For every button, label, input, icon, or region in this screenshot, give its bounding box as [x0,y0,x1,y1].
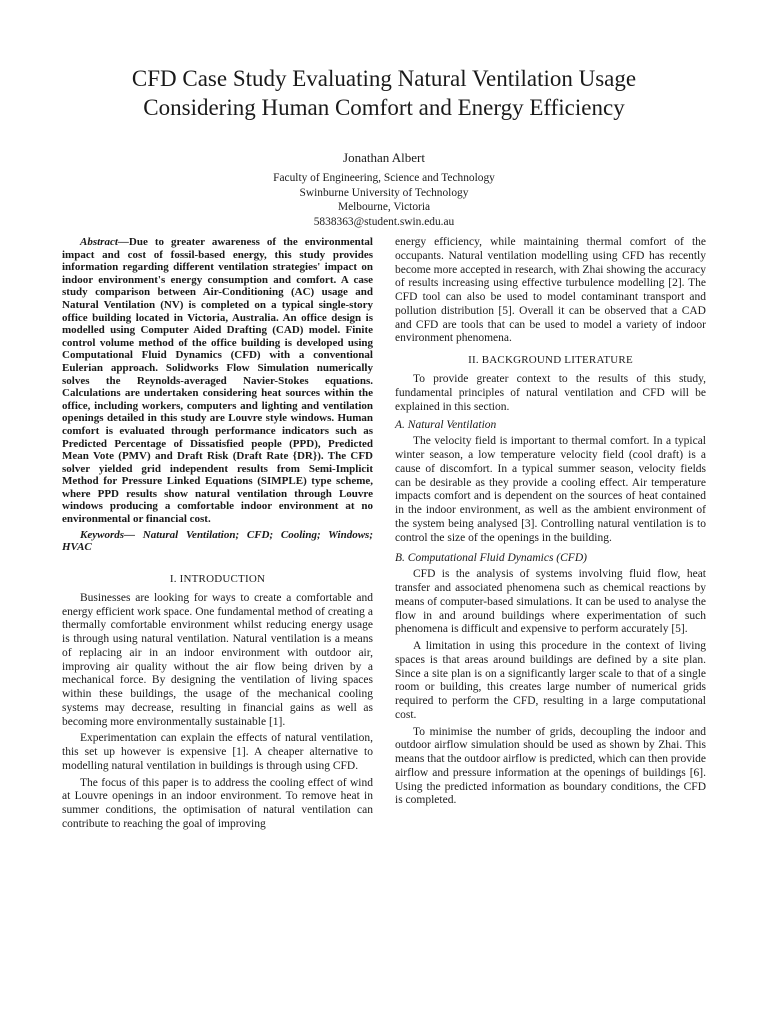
keywords-text: Natural Ventilation; CFD; Cooling; Windows; HVAC [62,528,373,554]
keywords-label: Keywords— [80,528,135,541]
intro-paragraph-continued: energy efficiency, while maintaining thermal comfort of the occupants. Natural ventilation modelling using CFD has recently become more accepted in research, with Zhai showing the accuracy of results increasing using effective turbulence modelling [2]. The CFD tool can also be used to model contaminant transport and pollution distribution [5]. Overall it can be observed that a CAD and CFD are tools that can be used to model a variety of indoor environment phenomena. [395,236,706,345]
right-column [395,236,706,811]
affiliation-location: Melbourne, Victoria [337,201,431,214]
author-block [200,150,568,229]
intro-paragraph: Experimentation can explain the effects of natural ventilation, this set up however is expensive [1]. A cheaper alternative to modelling natural ventilation in buildings is through using CFD. [62,732,373,772]
subsection-heading-cfd: B. Computational Fluid Dynamics (CFD) [395,552,587,565]
author-email: 5838363@student.swin.edu.au [313,215,455,228]
title-line-2: Considering Human Comfort and Energy Efficiency [143,95,625,120]
intro-paragraph: Businesses are looking for ways to create a comfortable and energy efficient work space. One fundamental method of creating a thermally comfortable environment whilst reducing energy usage is through using natural ventilation. Natural ventilation is a means of replacing air in an indoor environment with outdoor air, improving air quality without the air flow being driven by a mechanical force. By designing the ventilation of living spaces within these buildings, the usage of the mechanical cooling systems may decrease, resulting in financial gains as well as becoming more environmentally sustainable [1]. [62,591,373,728]
abstract-label: Abstract— [80,236,129,248]
author-affiliation [200,171,568,229]
paper-title [40,64,728,122]
section-heading-background: II. BACKGROUND LITERATURE [468,354,633,366]
intro-paragraph: The focus of this paper is to address the cooling effect of wind at Louvre openings in an indoor environment. To remove heat in summer conditions, the optimisation of natural ventilation can contribute to reaching the goal of improving [62,776,373,830]
left-column [62,236,373,835]
natural-ventilation-paragraph: The velocity field is important to thermal comfort. In a typical winter season, a low temperature velocity field (cool draft) is a cause of discomfort. In a typical summer season, velocity fields can be desirable as they provide a cooling effect. Air temperature impacts comfort and is dependent on the sources of heat contained in the indoor environment, as well as the ambient environment of the system being analysed [3]. Controlling natural ventilation is to control the size of the openings in the building. [395,435,706,544]
cfd-paragraph: A limitation in using this procedure in the context of living spaces is that areas around buildings are defined by a site plan. Since a site plan is on a significantly larger scale to that of a single room or building, this creates large number of numerical grids required to perform the CFD, resulting in a large computational cost. [395,640,706,721]
abstract [62,236,373,526]
affiliation-faculty: Faculty of Engineering, Science and Technology [273,172,495,184]
background-intro-paragraph: To provide greater context to the results of this study, fundamental principles of natural ventilation and CFD will be explained in this section. [395,373,706,413]
abstract-text: Due to greater awareness of the environmental impact and cost of fossil-based energy, this study provides information regarding different ventilation strategies' impact on indoor environment's energy consumption and comfort. A case study comparison between Air-Conditioning (AC) usage and Natural Ventilation (NV) is completed on a typical single-story office building located in Victoria, Australia. An office design is modelled using Computer Aided Drafting (CAD) model. Finite control volume method of the office building is developed using Computational Fluid Dynamics (CFD) with a conventional Eulerian approach. Solidworks Flow Simulation numerically solves the Reynolds-averaged Navier-Stokes equations. Calculations are undertaken considering heat sources within the office, including workers, computers and lighting and ventilation openings detailed in this study are Louvre style windows. Human comfort is evaluated through performance indicators such as Predicted Percentage of Dissatisfied people (PPD), Predicted Mean Vote (PMV) and Draft Risk (Draft Rate {DR}). The CFD solver yielded grid independent results from Semi-Implicit Method for Pressure Linked Equations (SIMPLE) type scheme, where PPD results show natural ventilation through Louvre windows producing a comfortable indoor environment at no environmental or financial cost. [62,236,373,526]
author-name: Jonathan Albert [343,150,425,165]
section-heading-introduction: I. INTRODUCTION [169,572,266,585]
subsection-heading-natural-ventilation: A. Natural Ventilation [395,419,497,432]
title-line-1: CFD Case Study Evaluating Natural Ventilation Usage [131,66,637,91]
cfd-paragraph: CFD is the analysis of systems involving fluid flow, heat transfer and associated phenomena such as chemical reactions by means of computer-based simulations. It can be used to analyse the flow in and around buildings where experimentation of such phenomena is difficult and expensive to perform accurately [5]. [395,568,706,636]
cfd-paragraph: To minimise the number of grids, decoupling the indoor and outdoor airflow simulation should be used as shown by Zhai. This means that the outdoor airflow is predicted, which can then provide airflow and pressure information at the openings of buildings [6]. Using the predicted information as boundary conditions, the CFD is completed. [395,725,706,807]
affiliation-university: Swinburne University of Technology [299,186,469,199]
keywords [62,529,373,554]
